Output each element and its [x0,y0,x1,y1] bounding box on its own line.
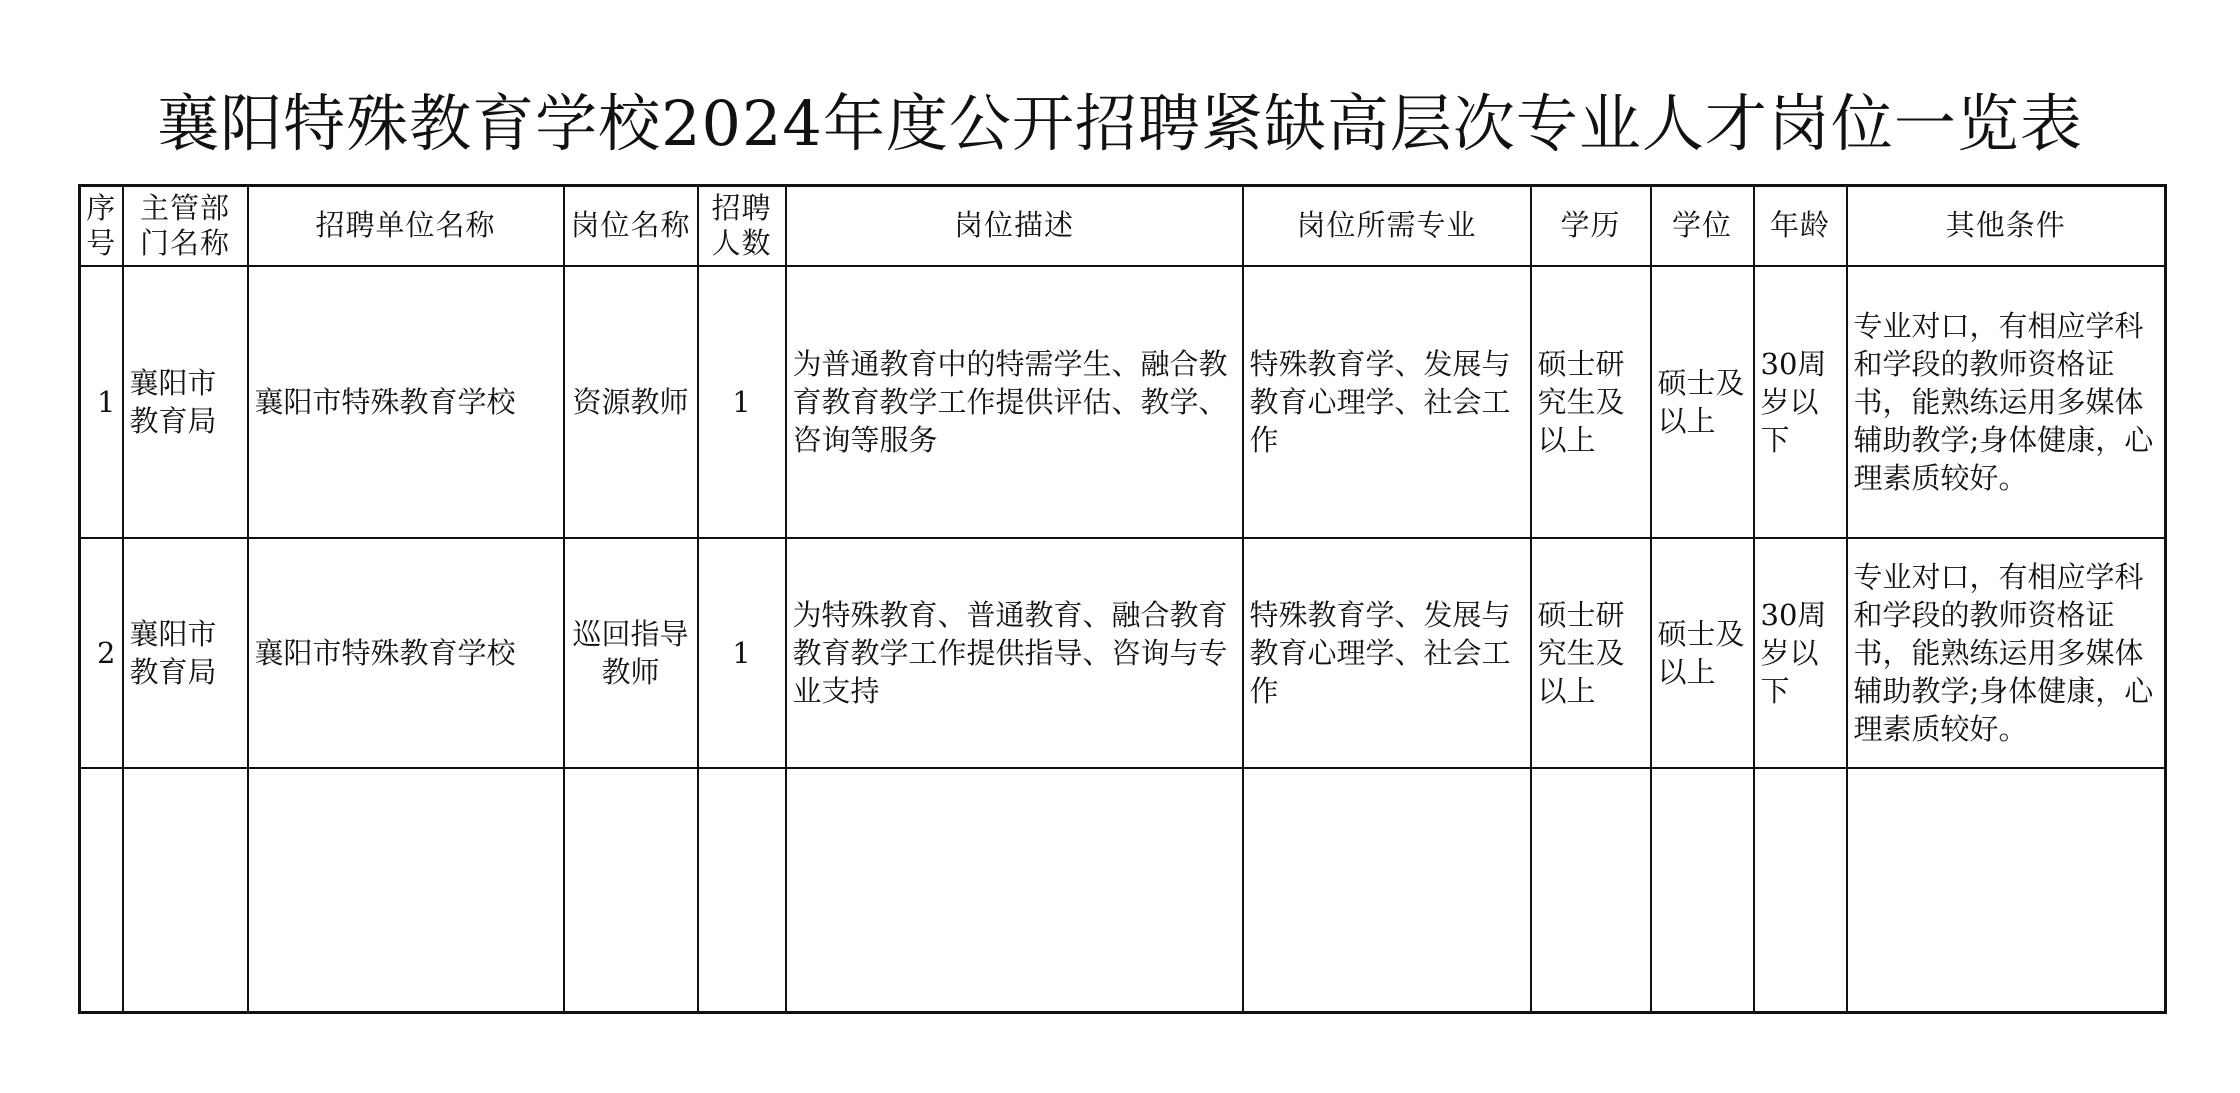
empty-cell [80,768,123,1013]
page-title: 襄阳特殊教育学校2024年度公开招聘紧缺高层次专业人才岗位一览表 [157,87,2083,160]
empty-cell [248,768,564,1013]
cell-major: 特殊教育学、发展与教育心理学、社会工作 [1243,266,1531,538]
header-desc: 岗位描述 [786,186,1243,266]
empty-cell [698,768,786,1013]
empty-cell [1243,768,1531,1013]
cell-edu: 硕士研究生及以上 [1531,538,1651,768]
empty-row [80,768,2166,1013]
cell-count: 1 [698,266,786,538]
cell-dept: 襄阳市教育局 [123,538,248,768]
table-row [80,266,2166,538]
recruitment-table [78,184,2167,1014]
header-age: 年龄 [1754,186,1847,266]
cell-degree: 硕士及以上 [1651,538,1754,768]
cell-major: 特殊教育学、发展与教育心理学、社会工作 [1243,538,1531,768]
header-other: 其他条件 [1847,186,2166,266]
cell-unit: 襄阳市特殊教育学校 [248,538,564,768]
empty-cell [1651,768,1754,1013]
empty-cell [1754,768,1847,1013]
cell-other: 专业对口，有相应学科和学段的教师资格证书，能熟练运用多媒体辅助教学;身体健康，心理素质较好。 [1847,538,2166,768]
header-unit: 招聘单位名称 [248,186,564,266]
header-seq: 序号 [80,186,123,266]
cell-degree: 硕士及以上 [1651,266,1754,538]
cell-post: 巡回指导教师 [564,538,698,768]
table-header-row [80,186,2166,266]
header-edu: 学历 [1531,186,1651,266]
empty-cell [564,768,698,1013]
header-count: 招聘人数 [698,186,786,266]
cell-other: 专业对口，有相应学科和学段的教师资格证书，能熟练运用多媒体辅助教学;身体健康，心理素质较好。 [1847,266,2166,538]
header-post: 岗位名称 [564,186,698,266]
cell-seq: 2 [80,538,123,768]
cell-dept: 襄阳市教育局 [123,266,248,538]
cell-age: 30周岁以下 [1754,266,1847,538]
header-major: 岗位所需专业 [1243,186,1531,266]
cell-edu: 硕士研究生及以上 [1531,266,1651,538]
empty-cell [1847,768,2166,1013]
cell-age: 30周岁以下 [1754,538,1847,768]
cell-seq: 1 [80,266,123,538]
empty-cell [123,768,248,1013]
header-degree: 学位 [1651,186,1754,266]
header-dept: 主管部门名称 [123,186,248,266]
empty-cell [1531,768,1651,1013]
cell-post: 资源教师 [564,266,698,538]
cell-desc: 为特殊教育、普通教育、融合教育教育教学工作提供指导、咨询与专业支持 [786,538,1243,768]
empty-cell [786,768,1243,1013]
cell-unit: 襄阳市特殊教育学校 [248,266,564,538]
table-row [80,538,2166,768]
cell-desc: 为普通教育中的特需学生、融合教育教育教学工作提供评估、教学、咨询等服务 [786,266,1243,538]
cell-count: 1 [698,538,786,768]
